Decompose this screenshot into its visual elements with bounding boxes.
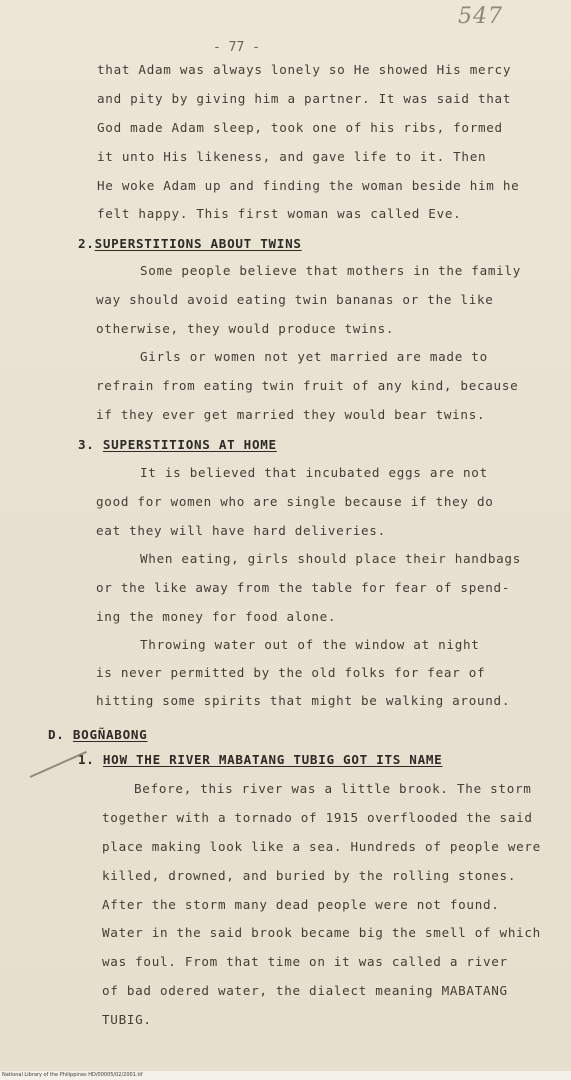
section-heading	[78, 437, 277, 452]
text-line: otherwise, they would produce twins.	[96, 321, 395, 336]
text-line: After the storm many dead people were not found.	[102, 897, 500, 912]
text-line: Some people believe that mothers in the family	[140, 263, 521, 278]
text-line: ing the money for food alone.	[96, 609, 337, 624]
heading-number: 3.	[78, 437, 95, 452]
heading-number: 2.	[78, 236, 95, 251]
text-line: felt happy. This first woman was called Eve.	[97, 206, 462, 221]
text-line: hitting some spirits that might be walking around.	[96, 693, 511, 708]
text-line: Water in the said brook became big the smell of which	[102, 925, 541, 940]
section-heading	[48, 727, 147, 742]
handwritten-page-mark: 547	[458, 4, 503, 29]
text-line: Throwing water out of the window at night	[140, 637, 480, 652]
text-line: It is believed that incubated eggs are not	[140, 465, 488, 480]
text-line: was foul. From that time on it was called a river	[102, 954, 508, 969]
section-heading	[78, 752, 442, 767]
text-line: if they ever get married they would bear twins.	[96, 407, 486, 422]
heading-title: SUPERSTITIONS ABOUT TWINS	[94, 236, 302, 251]
heading-title: BOGÑABONG	[72, 727, 148, 742]
text-line: When eating, girls should place their handbags	[140, 551, 521, 566]
text-line: it unto His likeness, and gave life to it. Then	[97, 149, 487, 164]
text-line: or the like away from the table for fear of spend-	[96, 580, 511, 595]
text-line: He woke Adam up and finding the woman beside him he	[97, 178, 520, 193]
text-line: Before, this river was a little brook. The storm	[134, 781, 532, 796]
text-line: Girls or women not yet married are made to	[140, 349, 488, 364]
section-heading	[78, 236, 302, 251]
text-line: that Adam was always lonely so He showed His mercy	[97, 62, 512, 77]
text-line: refrain from eating twin fruit of any kind, because	[96, 378, 519, 393]
text-line: is never permitted by the old folks for fear of	[96, 665, 486, 680]
text-line: God made Adam sleep, took one of his ribs, formed	[97, 120, 503, 135]
text-line: and pity by giving him a partner. It was said that	[97, 91, 512, 106]
text-line: good for women who are single because if they do	[96, 494, 494, 509]
text-line: killed, drowned, and buried by the rolling stones.	[102, 868, 517, 883]
page-number: - 77 -	[213, 40, 260, 55]
text-line: of bad odered water, the dialect meaning MABATANG	[102, 983, 508, 998]
heading-title: HOW THE RIVER MABATANG TUBIG GOT ITS NAME	[102, 752, 443, 767]
text-line: place making look like a sea. Hundreds of people were	[102, 839, 541, 854]
text-line: eat they will have hard deliveries.	[96, 523, 386, 538]
text-line: TUBIG.	[102, 1012, 152, 1027]
heading-number: 1.	[78, 752, 95, 767]
heading-number: D.	[48, 727, 65, 742]
text-line: together with a tornado of 1915 overflooded the said	[102, 810, 533, 825]
heading-title: SUPERSTITIONS AT HOME	[102, 437, 277, 452]
text-line: way should avoid eating twin bananas or the like	[96, 292, 494, 307]
footer-text: National Library of the Philippines HD/00005/02/2001.tif	[2, 1072, 143, 1078]
archive-footer	[0, 1071, 571, 1080]
